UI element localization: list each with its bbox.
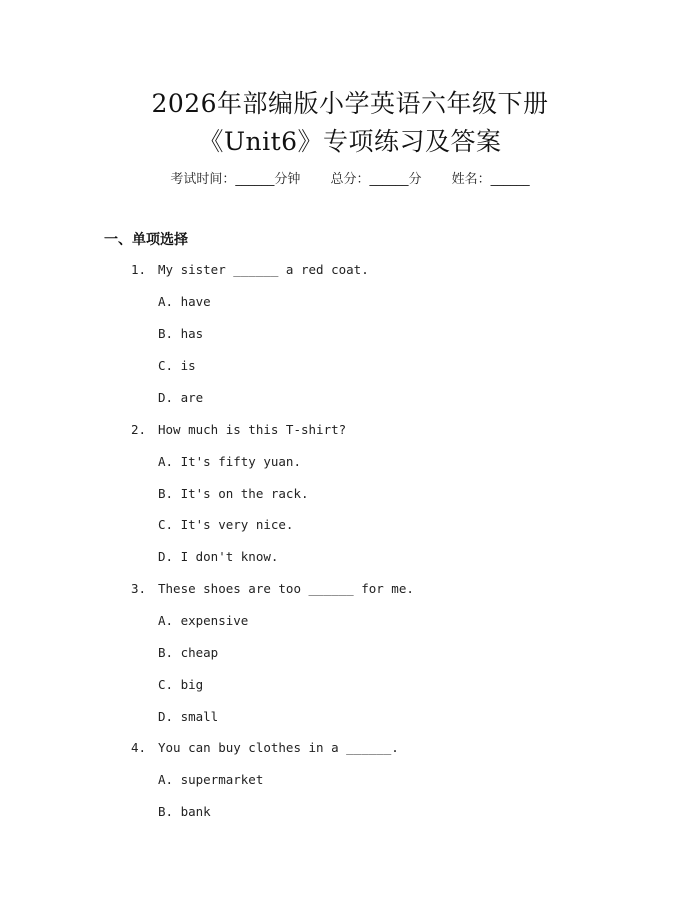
question-2-option-a: A. It's fifty yuan. — [158, 454, 301, 469]
question-1-option-c: C. is — [158, 358, 196, 373]
exam-info — [0, 168, 700, 187]
document-title-line1: 2026年部编版小学英语六年级下册 — [151, 89, 549, 118]
question-4-option-a: A. supermarket — [158, 772, 264, 787]
question-number: 4. — [131, 740, 147, 755]
exam-name-field: 姓名：______ — [451, 172, 530, 187]
question-1-option-a: A. have — [158, 294, 211, 309]
section-title: 一、单项选择 — [104, 232, 188, 248]
question-3 — [131, 581, 414, 596]
question-text: You can buy clothes in a ______. — [158, 740, 399, 755]
question-4-option-b: B. bank — [158, 804, 211, 819]
exam-time-field: 考试时间：______分钟 — [170, 172, 301, 187]
question-2-option-d: D. I don't know. — [158, 549, 279, 564]
question-text: These shoes are too ______ for me. — [158, 581, 414, 596]
question-3-option-d: D. small — [158, 709, 219, 724]
question-2-option-b: B. It's on the rack. — [158, 486, 309, 501]
question-3-option-b: B. cheap — [158, 645, 219, 660]
question-1-option-d: D. are — [158, 390, 204, 405]
question-number: 3. — [131, 581, 147, 596]
question-1 — [131, 262, 369, 277]
question-2-option-c: C. It's very nice. — [158, 517, 294, 532]
question-3-option-c: C. big — [158, 677, 204, 692]
question-3-option-a: A. expensive — [158, 613, 249, 628]
exam-score-field: 总分：______分 — [330, 172, 422, 187]
question-2 — [131, 422, 346, 437]
question-number: 2. — [131, 422, 147, 437]
question-number: 1. — [131, 262, 147, 277]
question-4 — [131, 740, 399, 755]
question-1-option-b: B. has — [158, 326, 204, 341]
question-text: How much is this T-shirt? — [158, 422, 347, 437]
document-title-line2: 《Unit6》专项练习及答案 — [198, 127, 502, 156]
question-text: My sister ______ a red coat. — [158, 262, 369, 277]
